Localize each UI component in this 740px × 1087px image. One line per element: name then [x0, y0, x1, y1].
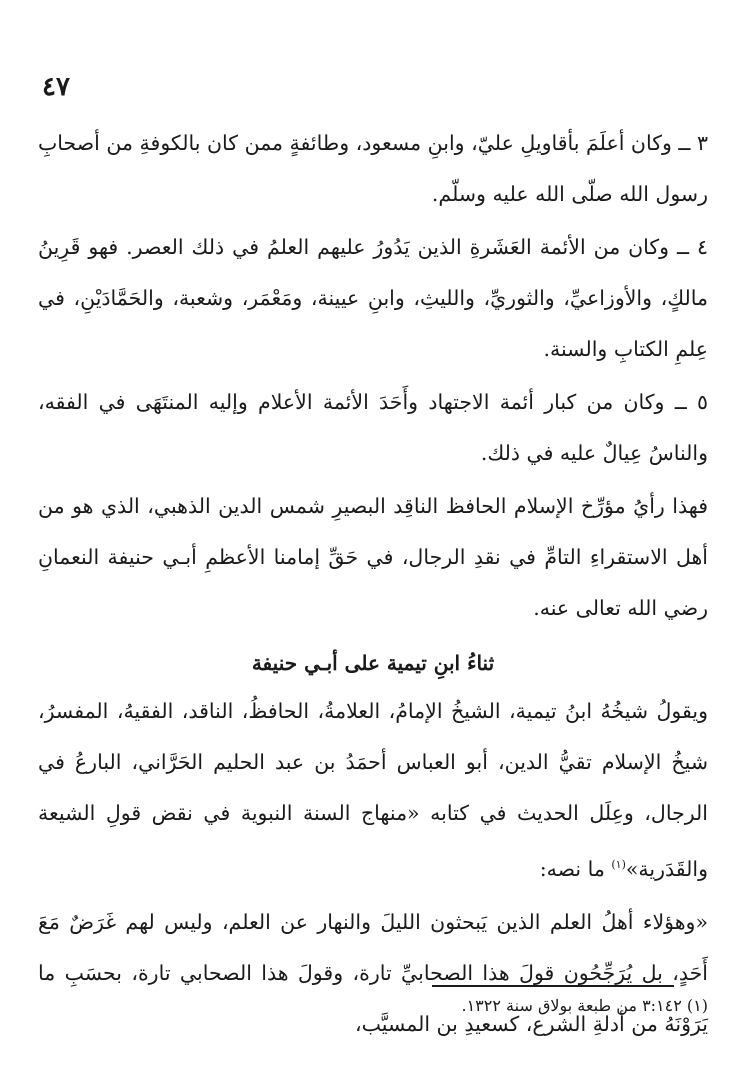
footnote-marker: (١)	[611, 858, 626, 871]
page-body	[38, 70, 708, 1050]
footnote: (١) ٣:١٤٢ من طبعة بولاق سنة ١٣٢٢.	[461, 996, 708, 1015]
footnote-divider	[432, 985, 674, 987]
paragraph-point-5: ٥ ــ وكان من كبار أئمة الاجتهاد وأَحَدَ الأئمة الأعلام وإليه المنتَهَى في الفقه، والناسُ عِيالٌ عليه في ذلك.	[38, 390, 708, 465]
section-heading: ثناءُ ابنِ تيمية على أبـي حنيفة	[251, 651, 495, 675]
quote-paragraph: «وهؤلاء أهلُ العلم الذين يَبحثون الليلَ والنهار عن العلم، وليس لهم غَرَضٌ مَعَ أَحَدٍ، بل يُرَجِّحُون قولَ هذا الصحابيِّ تارة، وقولَ هذا الصحابي تارة، بحسَبِ ما يَرَوْنَهُ من أدلةِ الشرع، كسعيدِ بن المسيَّب،	[38, 909, 708, 1036]
paragraph-ibn-taymiyya	[38, 686, 708, 895]
paragraph-ibn-taymiyya-text: ويقولُ شيخُهُ ابنُ تيمية، الشيخُ الإمامُ، العلامةُ، الحافظُ، الناقد، الفقيهُ، المفسرُ، شيخُ الإسلام تقيُّ الدين، أبو العباس أحمَدُ بن عبد الحليم الحَرَّاني، البارعُ في الرجال، وعِلَل الحديث في كتابه «منهاج السنة النبوية في نقض قولِ الشيعة والقَدَرية»	[38, 699, 708, 881]
paragraph-point-3: ٣ ــ وكان أعلَمَ بأقاويلِ عليّ، وابنِ مسعود، وطائفةٍ ممن كان بالكوفةِ من أصحابِ رسول الله صلّى الله عليه وسلّم.	[38, 131, 708, 206]
page-number: ٤٧	[42, 72, 70, 102]
paragraph-point-4: ٤ ــ وكان من الأئمة العَشَرةِ الذين يَدُورُ عليهم العلمُ في ذلك العصر. فهو قَرِينُ مالكٍ، والأوزاعيِّ، والثوريِّ، والليثِ، وابنِ عيينة، ومَعْمَر، وشعبة، والحَمَّادَيْنِ، في عِلمِ الكتابِ والسنة.	[38, 235, 708, 361]
paragraph-conclusion: فهذا رأيُ مؤرِّخ الإسلام الحافظ الناقِد البصيرِ شمس الدين الذهبي، الذي هو من أهل الاستقراءِ التامِّ في نقدِ الرجال، في حَقِّ إمامنا الأعظمِ أبـي حنيفة النعمانِ رضي الله تعالى عنه.	[38, 494, 708, 620]
paragraph-ibn-taymiyya-end: ما نصه:	[539, 856, 612, 881]
